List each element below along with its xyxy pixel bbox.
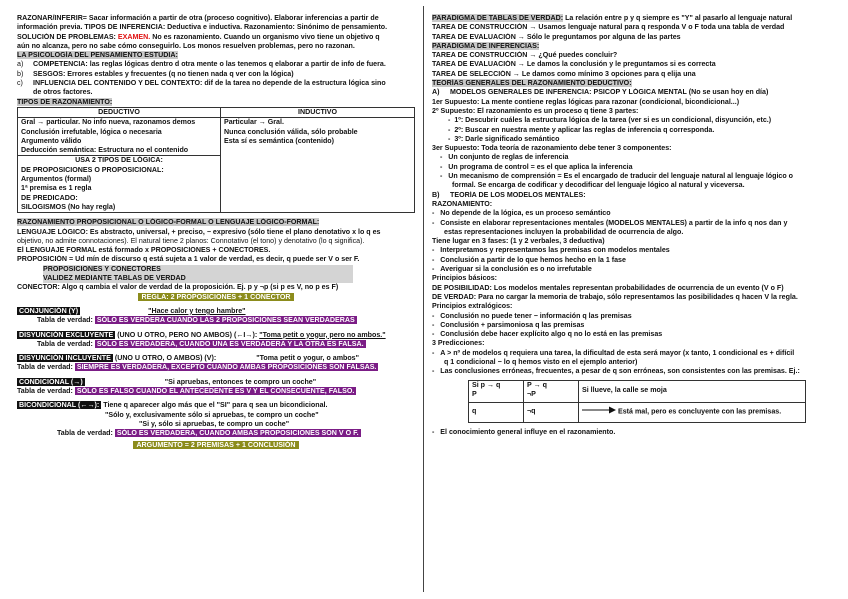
supuesto-1: 1er Supuesto: La mente contiene reglas lógicas para razonar (condicional, bicondicional...): [432, 97, 740, 106]
tv-construction-task: TAREA DE CONSTRUCCIÓN → Usamos lenguaje natural para q responda V o F toda una tabla de verdad: [432, 23, 785, 32]
psico-item-b: b) SESGOS: Errores estables y frecuentes (q no tienen nada q ver con la lógica): [17, 69, 294, 78]
ex-cell-1-2: P → q ¬P: [524, 380, 579, 402]
extra-3: - Conclusión debe hacer explícito algo q no lo está en las premisas: [432, 330, 663, 339]
rp-line-c: El LENGUAJE FORMAL está formado x PROPOSICIONES + CONECTORES.: [17, 246, 271, 255]
fases-label: Tiene lugar en 3 fases: (1 y 2 verbales, 3 deductiva): [432, 237, 605, 246]
fase-3: - Averiguar si la conclusión es o no irrefutable: [432, 265, 592, 274]
supuesto-3: 3er Supuesto: Toda teoría de razonamiento debe tener 3 componentes:: [432, 144, 672, 153]
biconditional-example-2: "Si y, sólo si apruebas, te compro un coche": [139, 419, 290, 428]
psico-item-c: c) INFLUENCIA DEL CONTENIDO Y DEL CONTEXTO: dif de la tarea no depende de la estructura lógica sino: [17, 79, 386, 88]
inf-selection-task: TAREA DE SELECCIÓN → Le damos como mínimo 3 opciones para q elija una: [432, 69, 696, 78]
problem-solving-text: No es razonamiento. Cuando un organismo vivo tiene un objetivo q: [152, 32, 380, 41]
problem-solving-label: SOLUCIÓN DE PROBLEMAS:: [17, 32, 116, 41]
component-1: - Un conjunto de reglas de inferencia: [440, 153, 569, 162]
intro-line-2: información previa. TIPOS DE INFERENCIA: Deductiva e inductiva. Razonamiento: Sinónimo de pensamiento.: [17, 23, 388, 32]
extra-2: - Conclusión + parsimoniosa q las premisas: [432, 320, 585, 329]
inf-construction-task: TAREA DE CONSTRUCCIÓN → ¿Qué puedes concluir?: [432, 51, 618, 60]
excl-disjunction-truth-table: Tabla de verdad: SÓLO ES VERDADERA, CUANDO UNA ES VERDADERA Y LA OTRA ES FALSA.: [37, 339, 364, 348]
intro-line-1: RAZONAR/INFERIR= Sacar información a partir de otra (proceso cognitivo). Elaborar inferencias a partir de: [17, 14, 379, 22]
theory-b-heading: B) TEORÍA DE LOS MODELOS MENTALES:: [432, 190, 586, 199]
rp-title: RAZONAMIENTO PROPOSICIONAL O LÓGICO-FORMAL O LENGUAJE LÓGICO-FORMAL:: [17, 218, 320, 227]
general-theories-title: TEORÍAS GENERALES DEL RAZONAMIENTO DEDUCTIVO:: [432, 79, 632, 88]
component-3-cont: formal. Se encarga de codificar y decodificar del lenguaje lógico al natural y viceversa.: [452, 181, 745, 190]
ex-cell-1-3: Si llueve, la calle se moja: [579, 380, 806, 402]
predicciones-label: 3 Predicciones:: [432, 339, 485, 348]
deductive-cell: Gral → particular. No info nueva, razonamos demos Conclusión irrefutable, lógica o necesaria Argumento válido Deducción semántica: Estructura no el contenido: [18, 118, 221, 156]
table-head-deductive: DEDUCTIVO: [18, 107, 221, 117]
rp-line-b: objetivo, no admite connotaciones). El natural tiene 2 planos: Connotativo (el tono) y denotativo (lo q significa).: [17, 236, 365, 245]
conjunction-heading: CONJUNCIÓN (Y) "Hace calor y tengo hambre": [19, 306, 246, 315]
reasoning-types-table: [17, 107, 415, 213]
rp-line-d: PROPOSICIÓN = Ud mín de discurso q está sujeta a 1 valor de verdad, es decir, q puede ser V o ser F.: [17, 255, 360, 264]
step-1: - 1º: Descubrir cuáles la estructura lógica de la tarea (ver si es un condicional, disyunción, etc.): [448, 116, 772, 125]
step-2: - 2º: Buscar en nuestra mente y aplicar las reglas de inferencia q corresponda.: [448, 125, 715, 134]
supuesto-2: 2º Supuesto: El razonamiento es un proceso q tiene 3 partes:: [432, 106, 639, 115]
column-divider: [423, 6, 424, 592]
table-head-inductive: INDUCTIVO: [221, 107, 415, 117]
fase-1: - Interpretamos y representamos las premisas con modelos mentales: [432, 246, 670, 255]
ex-cell-1-1: Si p → q P: [469, 380, 524, 402]
right-column: [432, 14, 832, 437]
extra-1: - Conclusión no puede tener − información q las premisas: [432, 311, 632, 320]
intro-line-4: aún no alcanza, pero no sabe cómo conseguirlo. Los monos resuelven problemas, pero no razonan.: [17, 41, 355, 50]
fase-2: - Conclusión a partir de lo que hemos hecho en la 1 fase: [432, 255, 626, 264]
inductive-cell: Particular → Gral. Nunca conclusión válida, sólo probable Esta sí es semántica (contenido): [221, 118, 415, 213]
psico-item-a: a) COMPETENCIA: las reglas lógicas dentro d otra mente o las tenemos q elaborar a partir de info de fuera.: [17, 60, 386, 69]
pred-1: - A > nº de modelos q requiera una tarea, la dificultad de esta será mayor (x tanto, 1 condicional es + difícil: [432, 348, 795, 357]
conditional-truth-table: Tabla de verdad: SÓLO ES FALSO CUANDO EL ANTECEDENTE ES V Y EL CONSECUENTE, FALSO.: [17, 386, 355, 395]
tv-evaluation-task: TAREA DE EVALUACIÓN → Sólo le preguntamos por alguna de las partes: [432, 32, 681, 41]
principio-posibilidad: DE POSIBILIDAD: Los modelos mentales representan probabilidades de ocurrencia de un evento (V o F): [432, 283, 784, 292]
tv-paradigm: PARADIGMA DE TABLAS DE VERDAD: La relación entre p y q siempre es "Y" al pasarlo al lenguaje natural: [432, 14, 793, 22]
pred-2: - Las conclusiones erróneas, frecuentes, a pesar de q son erróneas, son consistentes con las premisas. Ej.:: [432, 367, 800, 376]
rp-line-e: PROPOSICIONES Y CONECTORES: [17, 265, 415, 274]
biconditional-heading: BICONDICIONAL (←→): Tiene q aparecer algo más que el "SI" para q sea un bicondicional.: [19, 401, 328, 410]
component-2: - Un programa de control = es el que aplica la inferencia: [440, 162, 633, 171]
razon-2-cont: estas representaciones incluyen la probabilidad de ocurrencia de algo.: [444, 227, 684, 236]
incl-disjunction-heading: DISYUNCIÓN INCLUYENTE (UNO U OTRO, O AMBOS) (V): "Toma petit o yogur, o ambos": [19, 354, 359, 363]
inf-evaluation-task: TAREA DE EVALUACIÓN → Le damos la conclusión y le preguntamos si es correcta: [432, 60, 716, 69]
rule-banner: REGLA: 2 PROPOSICIONES + 1 CONECTOR: [17, 293, 415, 302]
exam-mark: EXAMEN.: [117, 32, 151, 41]
conjunction-truth-table: Tabla de verdad: SÓLO ES VERDERA CUANDO LAS 2 PROPOSICIONES SEAN VERDADERAS: [37, 316, 355, 325]
final-note: - El conocimiento general influye en el razonamiento.: [432, 427, 616, 436]
principios-basicos: Principios básicos:: [432, 274, 498, 283]
biconditional-truth-table: Tabla de verdad: SÓLO ES VERDADERA, CUANDO AMBAS PROPOSICIONES SON V O F.: [57, 429, 359, 438]
razonamiento-label: RAZONAMIENTO:: [432, 199, 493, 208]
principios-extralogicos: Principios extralógicos:: [432, 302, 513, 311]
ex-cell-2-1: q: [469, 402, 524, 422]
pred-1-cont: q 1 condicional − lo q hemos visto en el ejemplo anterior): [444, 357, 638, 366]
ex-cell-2-2: ¬q: [524, 402, 579, 422]
conditional-heading: CONDICIONAL (→) "Si apruebas, entonces te compro un coche": [19, 377, 317, 386]
psico-title: LA PSICOLOGÍA DEL PENSAMIENTO ESTUDIA:: [17, 51, 178, 60]
rp-line-g: CONECTOR: Algo q cambia el valor de verdad de la proposición. Ej. p y ¬p (si p es V, no p es F): [17, 283, 339, 292]
razon-1: - No depende de la lógica, es un proceso semántico: [432, 209, 611, 218]
inference-paradigm: PARADIGMA DE INFERENCIAS:: [432, 41, 540, 50]
psico-item-c-cont: de otros factores.: [33, 88, 93, 97]
rp-line-f: VALIDEZ MEDIANTE TABLAS DE VERDAD: [17, 274, 415, 283]
logic-types-cell: USA 2 TIPOS DE LÓGICA: DE PROPOSICIONES O PROPOSICIONAL: Argumentos (formal) 1ª premisa es 1 regla DE PREDICADO: SILOGISMOS (No hay regla): [18, 156, 221, 213]
theory-a-heading: A) MODELOS GENERALES DE INFERENCIA: PSICOP Y LÓGICA MENTAL (No se usan hoy en día): [432, 88, 769, 97]
tipos-title: TIPOS DE RAZONAMIENTO:: [17, 97, 113, 106]
component-3: - Un mecanismo de comprensión = Es el encargado de traducir del lenguaje natural al lenguaje lógico o: [440, 172, 794, 181]
rp-line-a: LENGUAJE LÓGICO: Es abstracto, universal, + preciso, − expresivo (sólo tiene el plano denotativo x lo q es: [17, 227, 381, 236]
intro-line-3: [17, 33, 415, 42]
argument-banner: ARGUMENTO = 2 PREMISAS + 1 CONCLUSIÓN: [17, 441, 415, 450]
example-table: [468, 380, 806, 423]
left-column: [17, 14, 415, 451]
incl-disjunction-truth-table: Tabla de verdad: SIEMPRE ES VERDADERA, EXCEPTO CUANDO AMBAS PROPOSICIONES SON FALSAS.: [17, 363, 377, 372]
arrow-right-icon: [582, 406, 616, 417]
razon-2: - Consiste en elaborar representaciones mentales (MODELOS MENTALES) a partir de la info q nos dan y: [432, 218, 788, 227]
biconditional-example-1: "Sólo y, exclusivamente sólo si apruebas, te compro un coche": [105, 410, 319, 419]
step-3: - 3º: Darle significado semántico: [448, 134, 560, 143]
excl-disjunction-heading: DISYUNCIÓN EXCLUYENTE (UNO U OTRO, PERO NO AMBOS) (←I→): "Toma petit o yogur, pero no ambos.": [19, 330, 386, 339]
ex-cell-2-3: Está mal, pero es concluyente con las premisas.: [579, 402, 806, 422]
principio-verdad: DE VERDAD: Para no cargar la memoria de trabajo, sólo representamos las posibilidades q hacen V la regla.: [432, 292, 798, 301]
